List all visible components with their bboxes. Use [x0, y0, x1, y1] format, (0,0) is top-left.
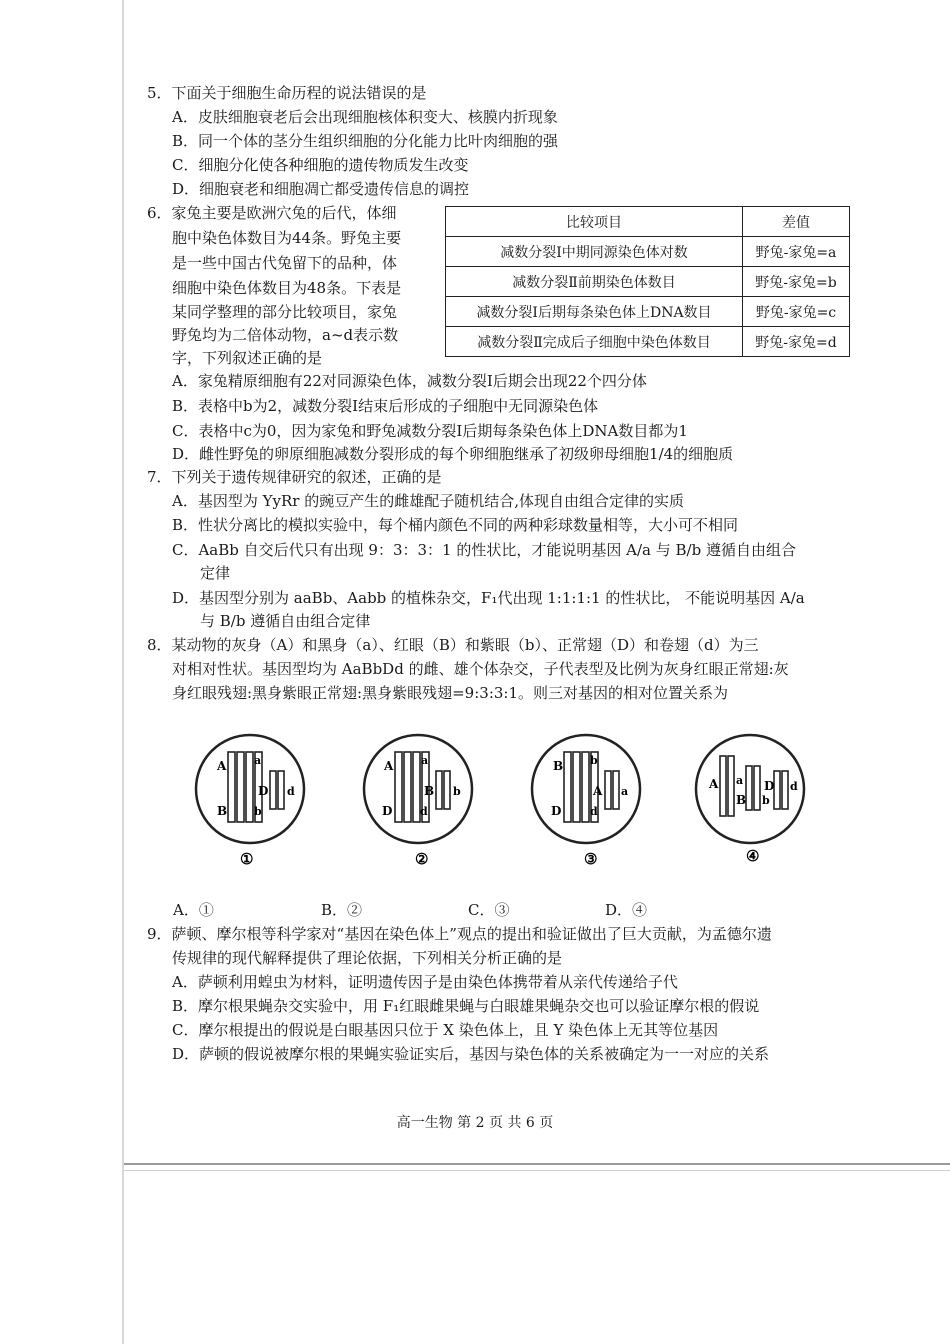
figure-label: ④	[746, 847, 760, 865]
question-8-option-b: B．②	[321, 901, 363, 919]
table-cell-item: 减数分裂Ⅱ前期染色体数目	[446, 267, 743, 297]
question-9-option-b: B．摩尔根果蝇杂交实验中，用 F₁红眼雌果蝇与白眼雄果蝇杂交也可以验证摩尔根的假说	[172, 997, 760, 1015]
question-9-option-d: D．萨顿的假说被摩尔根的果蝇实验证实后，基因与染色体的关系被确定为一一对应的关系	[172, 1045, 770, 1063]
gene-label: a	[736, 774, 744, 787]
gene-label: d	[590, 805, 598, 818]
chromosome-figures	[190, 726, 830, 876]
page-footer: 高一生物 第 2 页 共 6 页	[396, 1115, 554, 1131]
gene-label: b	[453, 785, 461, 798]
gene-label: D	[258, 784, 269, 798]
gene-label: A	[384, 759, 394, 773]
cell-figure-3	[532, 735, 640, 868]
gene-label: A	[709, 777, 719, 791]
gene-label: a	[421, 754, 429, 767]
gene-label: B	[217, 804, 228, 818]
gene-label: d	[287, 785, 295, 798]
table-row	[446, 237, 850, 267]
page-edge	[122, 0, 124, 1344]
gene-label: B	[736, 793, 747, 807]
question-6-stem-line: 胞中染色体数目为44条。野兔主要	[172, 229, 402, 247]
gene-label: D	[764, 779, 775, 793]
gene-label: D	[382, 804, 393, 818]
question-6-option-b: B．表格中b为2，减数分裂Ⅰ结束后形成的子细胞中无同源染色体	[172, 397, 599, 415]
question-5-option-c: C．细胞分化使各种细胞的遗传物质发生改变	[172, 156, 469, 174]
question-7-option-c-cont: 定律	[200, 564, 231, 582]
question-8-stem-line: 身红眼残翅:黑身紫眼正常翅:黑身紫眼残翅=9:3:3:1。则三对基因的相对位置关系为	[172, 684, 729, 702]
table-row	[446, 327, 850, 357]
question-9-option-a: A．萨顿利用蝗虫为材料，证明遗传因子是由染色体携带着从亲代传递给子代	[172, 973, 678, 991]
table-cell-item: 减数分裂Ⅱ完成后子细胞中染色体数目	[446, 327, 743, 357]
question-7-option-c: C．AaBb 自交后代只有出现 9：3：3：1 的性状比，才能说明基因 A/a 与 B/b 遵循自由组合	[172, 541, 796, 559]
gene-label: A	[217, 759, 227, 773]
table-row	[446, 297, 850, 327]
question-8-stem-line: 8．某动物的灰身（A）和黑身（a）、红眼（B）和紫眼（b）、正常翅（D）和卷翅（d）为三	[147, 636, 759, 654]
question-5-option-d: D．细胞衰老和细胞凋亡都受遗传信息的调控	[172, 180, 470, 198]
gene-label: d	[790, 780, 798, 793]
question-6-stem-line: 是一些中国古代兔留下的品种，体	[172, 254, 398, 272]
gene-label: b	[254, 805, 262, 818]
gene-label: D	[551, 804, 562, 818]
page-bottom-shadow	[124, 1170, 950, 1171]
question-7-option-d: D．基因型分别为 aaBb、Aabb 的植株杂交，F₁代出现 1:1:1:1 的性状比， 不能说明基因 A/a	[172, 589, 805, 607]
question-6-stem-line: 6．家兔主要是欧洲穴兔的后代，体细	[147, 204, 397, 222]
cell-figure-2	[364, 735, 472, 868]
cell-figure-1	[196, 735, 304, 868]
question-9-stem-line: 9．萨顿、摩尔根等科学家对“基因在染色体上”观点的提出和验证做出了巨大贡献，为孟德尔遗	[147, 925, 772, 943]
question-5-option-a: A．皮肤细胞衰老后会出现细胞核体积变大、核膜内折现象	[172, 108, 558, 126]
question-7-option-d-cont: 与 B/b 遵循自由组合定律	[200, 612, 371, 630]
question-6-stem-line: 细胞中染色体数目为48条。下表是	[172, 279, 402, 297]
question-6-stem-line: 野兔均为二倍体动物，a~d表示数	[172, 326, 399, 344]
gene-label: d	[420, 805, 428, 818]
figure-label: ②	[415, 850, 429, 868]
cell-figure-4	[696, 735, 804, 865]
table-header-diff: 差值	[743, 207, 850, 237]
gene-label: B	[424, 784, 435, 798]
table-header-row	[446, 207, 850, 237]
question-7-stem: 7．下列关于遗传规律研究的叙述，正确的是	[147, 468, 442, 486]
question-6-option-c: C．表格中c为0，因为家兔和野兔减数分裂Ⅰ后期每条染色体上DNA数目都为1	[172, 422, 688, 440]
question-6-option-a: A．家兔精原细胞有22对同源染色体，减数分裂Ⅰ后期会出现22个四分体	[172, 372, 647, 390]
question-8-option-d: D．④	[605, 901, 648, 919]
gene-label: a	[621, 785, 629, 798]
question-8-option-a: A．①	[173, 901, 214, 919]
question-7-option-a: A．基因型为 YyRr 的豌豆产生的雌雄配子随机结合,体现自由组合定律的实质	[172, 492, 684, 510]
question-8-option-c: C．③	[468, 901, 510, 919]
question-9-option-c: C．摩尔根提出的假说是白眼基因只位于 X 染色体上，且 Y 染色体上无其等位基因	[172, 1021, 719, 1039]
question-6-stem-line: 字，下列叙述正确的是	[172, 349, 323, 367]
table-cell-item: 减数分裂Ⅰ中期同源染色体对数	[446, 237, 743, 267]
question-7-option-b: B．性状分离比的模拟实验中，每个桶内颜色不同的两种彩球数量相等，大小可不相同	[172, 516, 739, 534]
gene-label: a	[254, 754, 262, 767]
table-cell-diff: 野兔-家兔=a	[743, 237, 850, 267]
page-bottom-edge	[124, 1163, 950, 1165]
gene-label: b	[590, 754, 598, 767]
table-row	[446, 267, 850, 297]
question-6-option-d: D．雌性野兔的卵原细胞减数分裂形成的每个卵细胞继承了初级卵母细胞1/4的细胞质	[172, 445, 734, 463]
comparison-table	[445, 206, 850, 357]
table-cell-diff: 野兔-家兔=b	[743, 267, 850, 297]
table-cell-diff: 野兔-家兔=c	[743, 297, 850, 327]
question-8-stem-line: 对相对性状。基因型均为 AaBbDd 的雌、雄个体杂交，子代表型及比例为灰身红眼正常翅:灰	[172, 660, 789, 678]
gene-label: B	[553, 759, 564, 773]
figure-label: ①	[240, 850, 254, 868]
question-6-stem-line: 某同学整理的部分比较项目，家兔	[172, 303, 398, 321]
figure-label: ③	[584, 850, 598, 868]
gene-label: b	[762, 794, 770, 807]
question-9-stem-line: 传规律的现代解释提供了理论依据，下列相关分析正确的是	[172, 949, 563, 967]
gene-label: A	[593, 784, 603, 798]
question-5-option-b: B．同一个体的茎分生组织细胞的分化能力比叶肉细胞的强	[172, 132, 559, 150]
table-cell-diff: 野兔-家兔=d	[743, 327, 850, 357]
table-header-item: 比较项目	[446, 207, 743, 237]
table-cell-item: 减数分裂Ⅰ后期每条染色体上DNA数目	[446, 297, 743, 327]
question-5-stem: 5．下面关于细胞生命历程的说法错误的是	[147, 84, 427, 102]
